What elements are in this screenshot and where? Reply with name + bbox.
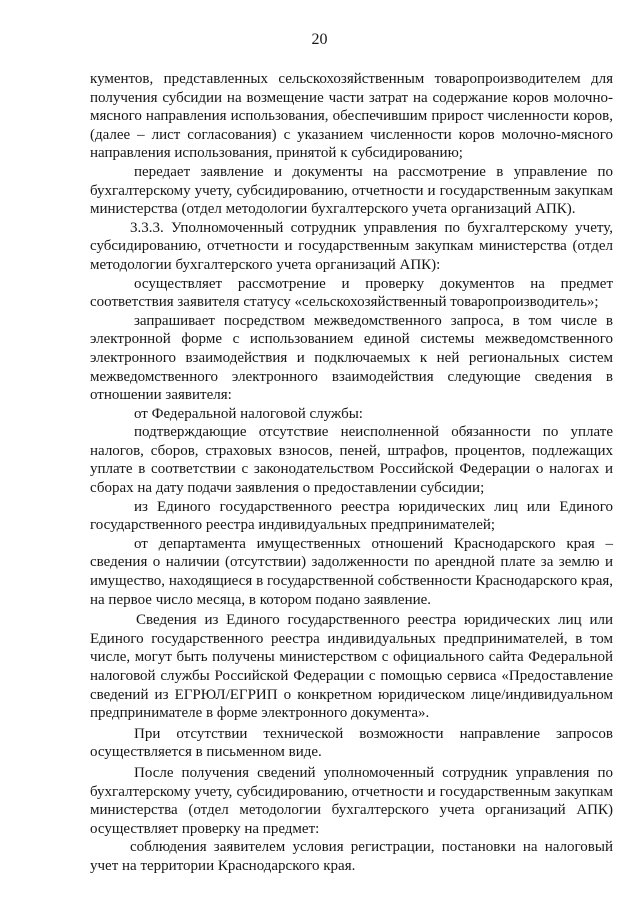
paragraph-written-requests: При отсутствии технической возможности направление запросов осуществляется в письменном виде. bbox=[90, 725, 613, 761]
paragraph-interagency-request: запрашивает посредством межведомственного запроса, в том числе в электронной форме с использованием единой системы межведомственного электронного взаимодействия и подключаемых к ней региональных систем межведомственного электронного взаимодействия следующие сведения в отношении заявителя: bbox=[90, 312, 613, 404]
paragraph-continuation: кументов, представленных сельскохозяйственным товаропроизводителем для получения субсидии на возмещение части затрат на содержание коров молочно-мясного направления использования, обеспечившим прирост численности коров, (далее – лист согласования) с указанием численности коров молочно-мясного направления использования, принятой к субсидированию; bbox=[90, 71, 613, 162]
paragraph-registry-extract: из Единого государственного реестра юридических лиц или Единого государственного реестра индивидуальных предпринимателей; bbox=[90, 498, 613, 534]
paragraph-tax-service: от Федеральной налоговой службы: bbox=[134, 405, 363, 422]
paragraph-registry-online: Сведения из Единого государственного реестра юридических лиц или Единого государственного реестра индивидуальных предпринимателей, в том числе, могут быть получены министерством с официального сайта Федеральной налоговой службы Российской Федерации с помощью сервиса «Предоставление сведений из ЕГРЮЛ/ЕГРИП о конкретном юридическом лице/индивидуальном предпринимателе в форме электронного документа». bbox=[90, 612, 613, 722]
paragraph-transfer-documents: передает заявление и документы на рассмотрение в управление по бухгалтерскому учету, субсидированию, отчетности и государственным закупкам министерства (отдел методологии бухгалтерского учета организаций АПК). bbox=[90, 163, 613, 218]
document-body bbox=[90, 70, 613, 876]
paragraph-review-documents: осуществляет рассмотрение и проверку документов на предмет соответствия заявителя статусу «сельскохозяйственный товаропроизводитель»; bbox=[90, 275, 613, 311]
page-number: 20 bbox=[311, 31, 328, 48]
paragraph-no-tax-debt: подтверждающие отсутствие неисполненной обязанности по уплате налогов, сборов, страховых взносов, пеней, штрафов, процентов, подлежащих уплате в соответствии с законодательством Российской Федерации о налогах и сборах на дату подачи заявления о предоставлении субсидии; bbox=[90, 424, 613, 497]
paragraph-clause-3-3-3: 3.3.3. Уполномоченный сотрудник управления по бухгалтерскому учету, субсидированию, отчетности и государственным закупкам министерства (отдел методологии бухгалтерского учета организаций АПК): bbox=[90, 219, 613, 273]
paragraph-registration-check: соблюдения заявителем условия регистрации, постановки на налоговый учет на территории Краснодарского края. bbox=[90, 839, 613, 874]
paragraph-property-department: от департамента имущественных отношений Краснодарского края – сведения о наличии (отсутствии) задолженности по арендной плате за землю и имущество, находящиеся в государственной собственности Краснодарского края, на первое число месяца, в котором подано заявление. bbox=[90, 535, 613, 608]
paragraph-after-receipt: После получения сведений уполномоченный сотрудник управления по бухгалтерскому учету, субсидированию, отчетности и государственным закупкам министерства (отдел методологии бухгалтерского учета организаций АПК) осуществляет проверку на предмет: bbox=[90, 764, 613, 837]
